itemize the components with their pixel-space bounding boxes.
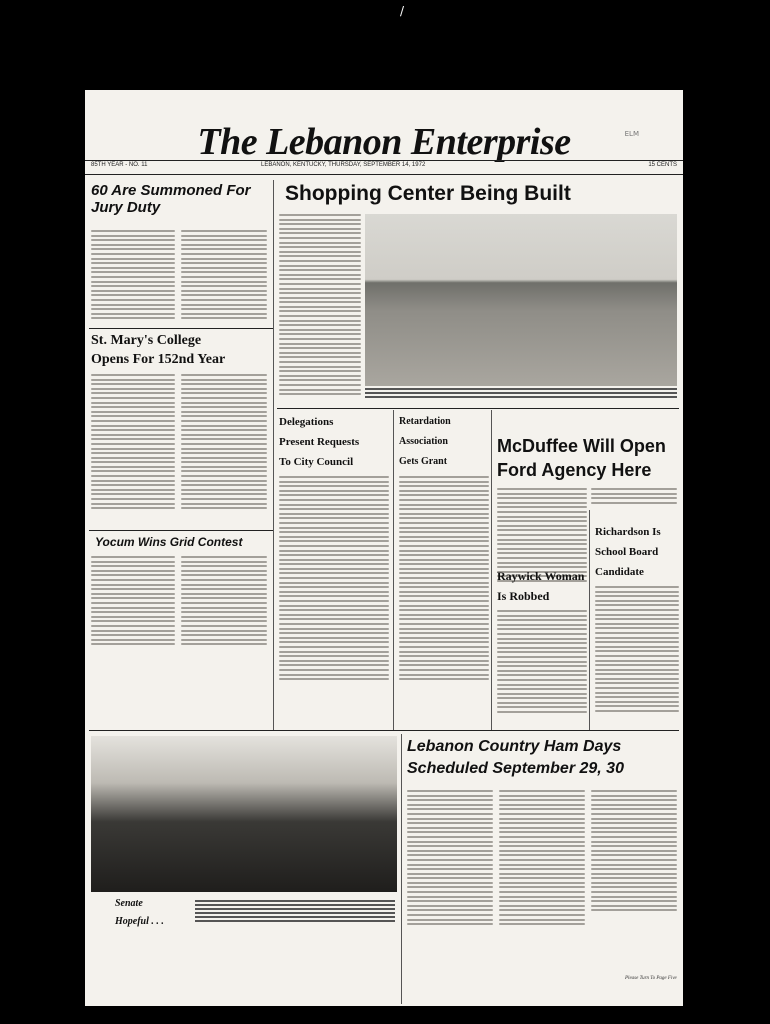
divider <box>89 730 679 731</box>
headline-delegations-line3: To City Council <box>279 456 354 468</box>
headline-senate-line2: Hopeful . . . <box>115 916 164 927</box>
column-rule <box>589 510 590 730</box>
retardation-article <box>399 476 489 683</box>
yocum-article-col1 <box>91 556 175 648</box>
continued-note: Please Turn To Page Five <box>625 976 677 981</box>
raywick-article <box>497 610 587 716</box>
ham-article-col3 <box>591 790 677 914</box>
headline-ford-line2: Ford Agency Here <box>497 460 652 480</box>
headline-retardation-line3: Gets Grant <box>399 456 448 467</box>
headline-richardson-line1: Richardson Is <box>595 526 661 538</box>
ham-article-col2 <box>499 790 585 928</box>
jury-article-col2 <box>181 230 267 322</box>
jury-article-col1 <box>91 230 175 322</box>
yocum-article-col2 <box>181 556 267 648</box>
headline-college-line2: Opens For 152nd Year <box>91 352 226 367</box>
column-rule <box>401 734 402 1004</box>
ham-article-col1 <box>407 790 493 928</box>
headline-college-line1: St. Mary's College <box>91 333 202 348</box>
column-rule <box>393 410 394 730</box>
film-frame-marker: / <box>400 4 405 18</box>
construction-site-photo <box>365 214 677 386</box>
divider <box>89 530 273 531</box>
candidates-photo-caption <box>195 900 395 924</box>
headline-jury: 60 Are Summoned For Jury Duty <box>91 182 251 217</box>
headline-delegations-line1: Delegations <box>279 416 334 428</box>
masthead-rule-top <box>85 160 683 161</box>
divider <box>277 408 679 409</box>
price: 15 CENTS <box>648 162 677 168</box>
headline-senate-line1: Senate <box>115 898 143 909</box>
column-rule <box>491 410 492 730</box>
ford-article-col2 <box>591 488 677 506</box>
headline-retardation-line2: Association <box>399 436 448 447</box>
masthead-rule-bottom <box>85 174 683 175</box>
headline-ham-line1: Lebanon Country Ham Days <box>407 738 622 755</box>
college-article-col1 <box>91 374 175 512</box>
headline-ham-line2: Scheduled September 29, 30 <box>407 760 624 777</box>
date-location: LEBANON, KENTUCKY, THURSDAY, SEPTEMBER 14, 1972 <box>261 162 426 168</box>
issue-number: 85TH YEAR - NO. 11 <box>91 162 148 168</box>
column-rule <box>273 180 274 730</box>
shopping-photo-caption <box>365 388 677 400</box>
headline-raywick-line2: Is Robbed <box>497 589 550 603</box>
masthead: The Lebanon Enterprise <box>197 121 571 163</box>
dateline <box>91 162 677 172</box>
newspaper-page <box>85 90 683 1006</box>
college-article-col2 <box>181 374 267 512</box>
divider <box>89 328 273 329</box>
delegations-article <box>279 476 389 683</box>
headline-yocum: Yocum Wins Grid Contest <box>95 535 243 549</box>
headline-retardation-line1: Retardation <box>399 416 451 427</box>
headline-raywick-line1: Raywick Woman <box>497 569 585 583</box>
richardson-article <box>595 586 679 715</box>
shopping-article <box>279 214 361 398</box>
headline-ford-line1: McDuffee Will Open <box>497 436 666 456</box>
headline-shopping: Shopping Center Being Built <box>285 182 571 205</box>
headline-richardson-line3: Candidate <box>595 566 644 578</box>
headline-richardson-line2: School Board <box>595 546 659 558</box>
candidates-photo <box>91 736 397 892</box>
headline-delegations-line2: Present Requests <box>279 436 360 448</box>
elm-tag: ELM <box>624 130 639 138</box>
